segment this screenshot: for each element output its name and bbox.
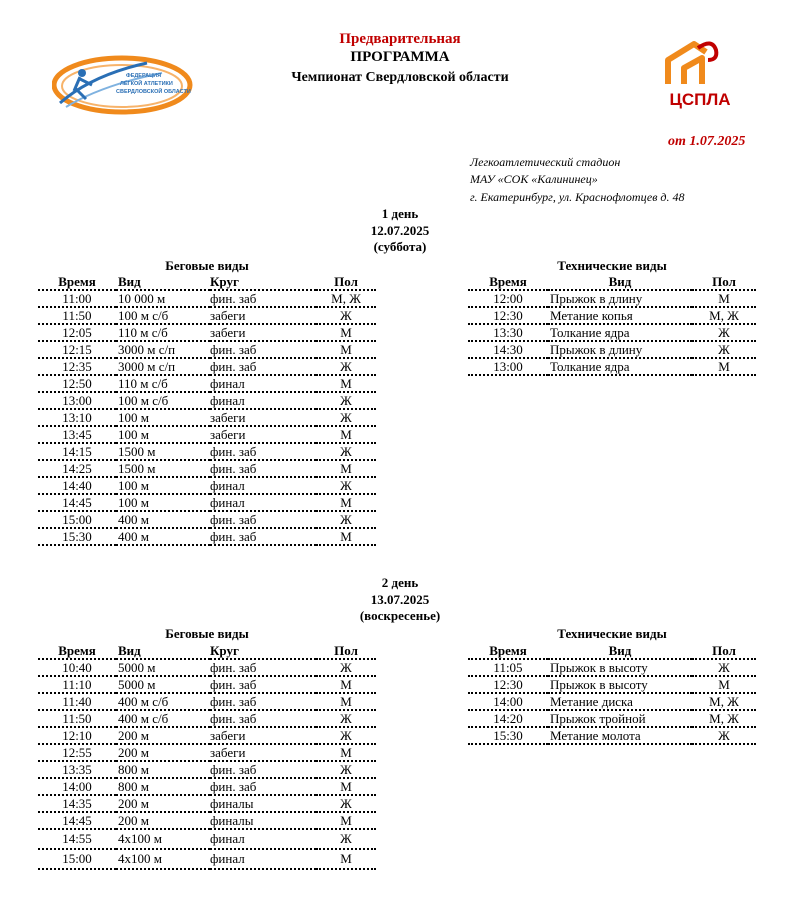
day2-technical-table — [468, 643, 756, 745]
gender-cell: Ж — [316, 392, 376, 409]
day2-weekday: (воскресенье) — [359, 608, 441, 623]
table-row — [38, 761, 376, 778]
day1-label: 1 день — [381, 206, 419, 221]
col-gender: Пол — [316, 643, 376, 659]
table-row — [468, 290, 756, 307]
col-gender: Пол — [692, 643, 756, 659]
table-row — [38, 375, 376, 392]
table-row — [38, 324, 376, 341]
gender-cell: Ж — [316, 761, 376, 778]
round-cell: фин. заб — [210, 358, 316, 375]
event-cell: 100 м с/б — [116, 307, 210, 324]
time-cell: 14:45 — [38, 494, 116, 511]
gender-cell: М — [316, 528, 376, 545]
venue-stadium: Легкоатлетический стадион — [470, 155, 621, 169]
table-row — [38, 676, 376, 693]
gender-cell: Ж — [316, 511, 376, 528]
gender-cell: М — [316, 693, 376, 710]
event-cell: 110 м с/б — [116, 375, 210, 392]
event-cell: 10 000 м — [116, 290, 210, 307]
gender-cell: М, Ж — [692, 710, 756, 727]
event-cell: Прыжок в высоту — [548, 659, 692, 676]
gender-cell: М — [316, 324, 376, 341]
day1-weekday: (суббота) — [373, 239, 427, 254]
round-cell: фин. заб — [210, 460, 316, 477]
event-cell: 3000 м с/п — [116, 341, 210, 358]
time-cell: 12:50 — [38, 375, 116, 392]
event-cell: 100 м — [116, 409, 210, 426]
time-cell: 10:40 — [38, 659, 116, 676]
gender-cell: Ж — [316, 710, 376, 727]
round-cell: забеги — [210, 744, 316, 761]
day1-technical-table — [468, 274, 756, 376]
table-row — [38, 849, 376, 869]
col-time: Время — [468, 274, 548, 290]
event-cell: 100 м — [116, 494, 210, 511]
time-cell: 14:45 — [38, 812, 116, 829]
gender-cell: М — [316, 460, 376, 477]
event-cell: Прыжок в длину — [548, 341, 692, 358]
gender-cell: М — [316, 849, 376, 869]
event-cell: 200 м — [116, 727, 210, 744]
gender-cell: Ж — [316, 477, 376, 494]
round-cell: финал — [210, 829, 316, 849]
table-row — [38, 727, 376, 744]
table-row — [468, 341, 756, 358]
round-cell: финалы — [210, 795, 316, 812]
event-cell: 200 м — [116, 795, 210, 812]
table-row — [468, 659, 756, 676]
event-cell: 3000 м с/п — [116, 358, 210, 375]
table-row — [38, 795, 376, 812]
venue-organization: МАУ «СОК «Калининец» — [470, 172, 598, 186]
table-row — [468, 710, 756, 727]
day2-label: 2 день — [381, 575, 419, 590]
federation-logo — [52, 55, 197, 115]
col-event: Вид — [548, 274, 692, 290]
day2-running-title: Беговые виды — [165, 626, 249, 641]
time-cell: 12:55 — [38, 744, 116, 761]
time-cell: 14:55 — [38, 829, 116, 849]
table-row — [38, 426, 376, 443]
col-round: Круг — [210, 643, 316, 659]
gender-cell: Ж — [316, 795, 376, 812]
table-row — [38, 460, 376, 477]
time-cell: 11:10 — [38, 676, 116, 693]
event-cell: 100 м — [116, 426, 210, 443]
time-cell: 15:00 — [38, 511, 116, 528]
gender-cell: М — [692, 676, 756, 693]
cspla-logo — [654, 38, 746, 110]
event-cell: 110 м с/б — [116, 324, 210, 341]
round-cell: забеги — [210, 409, 316, 426]
table-row — [468, 693, 756, 710]
gender-cell: М — [316, 341, 376, 358]
round-cell: финал — [210, 392, 316, 409]
event-cell: 4х100 м — [116, 829, 210, 849]
time-cell: 15:30 — [38, 528, 116, 545]
event-cell: 400 м — [116, 511, 210, 528]
gender-cell: М — [692, 358, 756, 375]
event-cell: 200 м — [116, 744, 210, 761]
gender-cell: Ж — [316, 358, 376, 375]
day2-running-table — [38, 643, 376, 870]
gender-cell: М — [316, 744, 376, 761]
col-time: Время — [468, 643, 548, 659]
table-row — [38, 812, 376, 829]
event-cell: 100 м с/б — [116, 392, 210, 409]
gender-cell: М — [316, 375, 376, 392]
time-cell: 11:40 — [38, 693, 116, 710]
table-row — [38, 528, 376, 545]
logo-text-1: ФЕДЕРАЦИЯ — [126, 73, 162, 79]
round-cell: фин. заб — [210, 290, 316, 307]
header-program: ПРОГРАММА — [350, 49, 450, 65]
round-cell: финал — [210, 477, 316, 494]
event-cell: Прыжок в высоту — [548, 676, 692, 693]
time-cell: 15:00 — [38, 849, 116, 869]
round-cell: фин. заб — [210, 710, 316, 727]
table-row — [38, 511, 376, 528]
table-row — [468, 307, 756, 324]
event-cell: 1500 м — [116, 460, 210, 477]
time-cell: 14:40 — [38, 477, 116, 494]
event-cell: Прыжок тройной — [548, 710, 692, 727]
table-row — [468, 727, 756, 744]
table-row — [38, 494, 376, 511]
time-cell: 11:50 — [38, 710, 116, 727]
time-cell: 12:35 — [38, 358, 116, 375]
time-cell: 12:30 — [468, 307, 548, 324]
time-cell: 14:00 — [468, 693, 548, 710]
round-cell: забеги — [210, 727, 316, 744]
gender-cell: М — [316, 494, 376, 511]
col-time: Время — [38, 643, 116, 659]
time-cell: 14:35 — [38, 795, 116, 812]
col-gender: Пол — [692, 274, 756, 290]
logo-text-3: СВЕРДЛОВСКОЙ ОБЛАСТИ — [116, 89, 191, 95]
time-cell: 14:00 — [38, 778, 116, 795]
event-cell: 200 м — [116, 812, 210, 829]
round-cell: забеги — [210, 426, 316, 443]
event-cell: 4х100 м — [116, 849, 210, 869]
table-row — [38, 409, 376, 426]
round-cell: фин. заб — [210, 443, 316, 460]
round-cell: фин. заб — [210, 341, 316, 358]
table-row — [38, 477, 376, 494]
date-from: от 1.07.2025 — [668, 134, 746, 149]
gender-cell: Ж — [316, 727, 376, 744]
day1-date: 12.07.2025 — [370, 223, 430, 238]
time-cell: 12:00 — [468, 290, 548, 307]
event-cell: 400 м с/б — [116, 693, 210, 710]
round-cell: забеги — [210, 324, 316, 341]
table-row — [38, 659, 376, 676]
time-cell: 14:30 — [468, 341, 548, 358]
gender-cell: Ж — [692, 341, 756, 358]
event-cell: 100 м — [116, 477, 210, 494]
time-cell: 13:00 — [468, 358, 548, 375]
federation-logo-icon — [52, 55, 197, 115]
round-cell: фин. заб — [210, 659, 316, 676]
time-cell: 12:30 — [468, 676, 548, 693]
event-cell: Толкание ядра — [548, 358, 692, 375]
time-cell: 13:30 — [468, 324, 548, 341]
table-row — [38, 778, 376, 795]
table-row — [38, 392, 376, 409]
table-row — [38, 693, 376, 710]
gender-cell: М, Ж — [692, 693, 756, 710]
event-cell: 800 м — [116, 761, 210, 778]
event-cell: Метание молота — [548, 727, 692, 744]
day1-running-table — [38, 274, 376, 546]
table-row — [468, 676, 756, 693]
time-cell: 12:10 — [38, 727, 116, 744]
time-cell: 15:30 — [468, 727, 548, 744]
time-cell: 13:45 — [38, 426, 116, 443]
time-cell: 11:05 — [468, 659, 548, 676]
time-cell: 13:00 — [38, 392, 116, 409]
table-row — [468, 324, 756, 341]
time-cell: 11:00 — [38, 290, 116, 307]
round-cell: финалы — [210, 812, 316, 829]
table-header-row — [38, 643, 376, 659]
cspla-logo-icon — [654, 38, 746, 110]
gender-cell: Ж — [692, 727, 756, 744]
round-cell: забеги — [210, 307, 316, 324]
col-event: Вид — [116, 643, 210, 659]
round-cell: фин. заб — [210, 693, 316, 710]
col-round: Круг — [210, 274, 316, 290]
event-cell: 5000 м — [116, 659, 210, 676]
gender-cell: Ж — [692, 324, 756, 341]
round-cell: финал — [210, 375, 316, 392]
time-cell: 13:35 — [38, 761, 116, 778]
table-header-row — [468, 274, 756, 290]
gender-cell: М, Ж — [316, 290, 376, 307]
gender-cell: М — [316, 426, 376, 443]
table-header-row — [468, 643, 756, 659]
round-cell: фин. заб — [210, 676, 316, 693]
round-cell: фин. заб — [210, 778, 316, 795]
event-cell: 800 м — [116, 778, 210, 795]
gender-cell: Ж — [316, 307, 376, 324]
table-row — [38, 443, 376, 460]
gender-cell: М, Ж — [692, 307, 756, 324]
cspla-logo-text: ЦСПЛА — [669, 90, 731, 109]
header-championship: Чемпионат Свердловской области — [291, 70, 509, 85]
time-cell: 14:20 — [468, 710, 548, 727]
event-cell: 400 м — [116, 528, 210, 545]
time-cell: 12:15 — [38, 341, 116, 358]
col-time: Время — [38, 274, 116, 290]
gender-cell: М — [692, 290, 756, 307]
table-row — [468, 358, 756, 375]
event-cell: Прыжок в длину — [548, 290, 692, 307]
event-cell: 400 м с/б — [116, 710, 210, 727]
col-gender: Пол — [316, 274, 376, 290]
table-row — [38, 744, 376, 761]
venue-address: г. Екатеринбург, ул. Краснофлотцев д. 48 — [470, 190, 685, 204]
round-cell: фин. заб — [210, 528, 316, 545]
gender-cell: Ж — [316, 829, 376, 849]
gender-cell: Ж — [316, 659, 376, 676]
day2-technical-title: Технические виды — [557, 626, 667, 641]
table-row — [38, 710, 376, 727]
header-preliminary: Предварительная — [339, 31, 461, 47]
time-cell: 14:25 — [38, 460, 116, 477]
gender-cell: Ж — [692, 659, 756, 676]
gender-cell: М — [316, 676, 376, 693]
gender-cell: Ж — [316, 443, 376, 460]
table-header-row — [38, 274, 376, 290]
day1-running-title: Беговые виды — [165, 258, 249, 273]
table-row — [38, 290, 376, 307]
event-cell: Метание копья — [548, 307, 692, 324]
time-cell: 11:50 — [38, 307, 116, 324]
day2-date: 13.07.2025 — [370, 592, 430, 607]
round-cell: финал — [210, 849, 316, 869]
time-cell: 14:15 — [38, 443, 116, 460]
round-cell: финал — [210, 494, 316, 511]
event-cell: 5000 м — [116, 676, 210, 693]
day1-technical-title: Технические виды — [557, 258, 667, 273]
gender-cell: М — [316, 812, 376, 829]
round-cell: фин. заб — [210, 761, 316, 778]
gender-cell: М — [316, 778, 376, 795]
logo-text-2: ЛЁГКОЙ АТЛЕТИКИ — [120, 81, 173, 87]
table-row — [38, 307, 376, 324]
event-cell: Метание диска — [548, 693, 692, 710]
time-cell: 12:05 — [38, 324, 116, 341]
col-event: Вид — [116, 274, 210, 290]
round-cell: фин. заб — [210, 511, 316, 528]
table-row — [38, 341, 376, 358]
col-event: Вид — [548, 643, 692, 659]
event-cell: 1500 м — [116, 443, 210, 460]
time-cell: 13:10 — [38, 409, 116, 426]
table-row — [38, 358, 376, 375]
table-row — [38, 829, 376, 849]
event-cell: Толкание ядра — [548, 324, 692, 341]
gender-cell: Ж — [316, 409, 376, 426]
